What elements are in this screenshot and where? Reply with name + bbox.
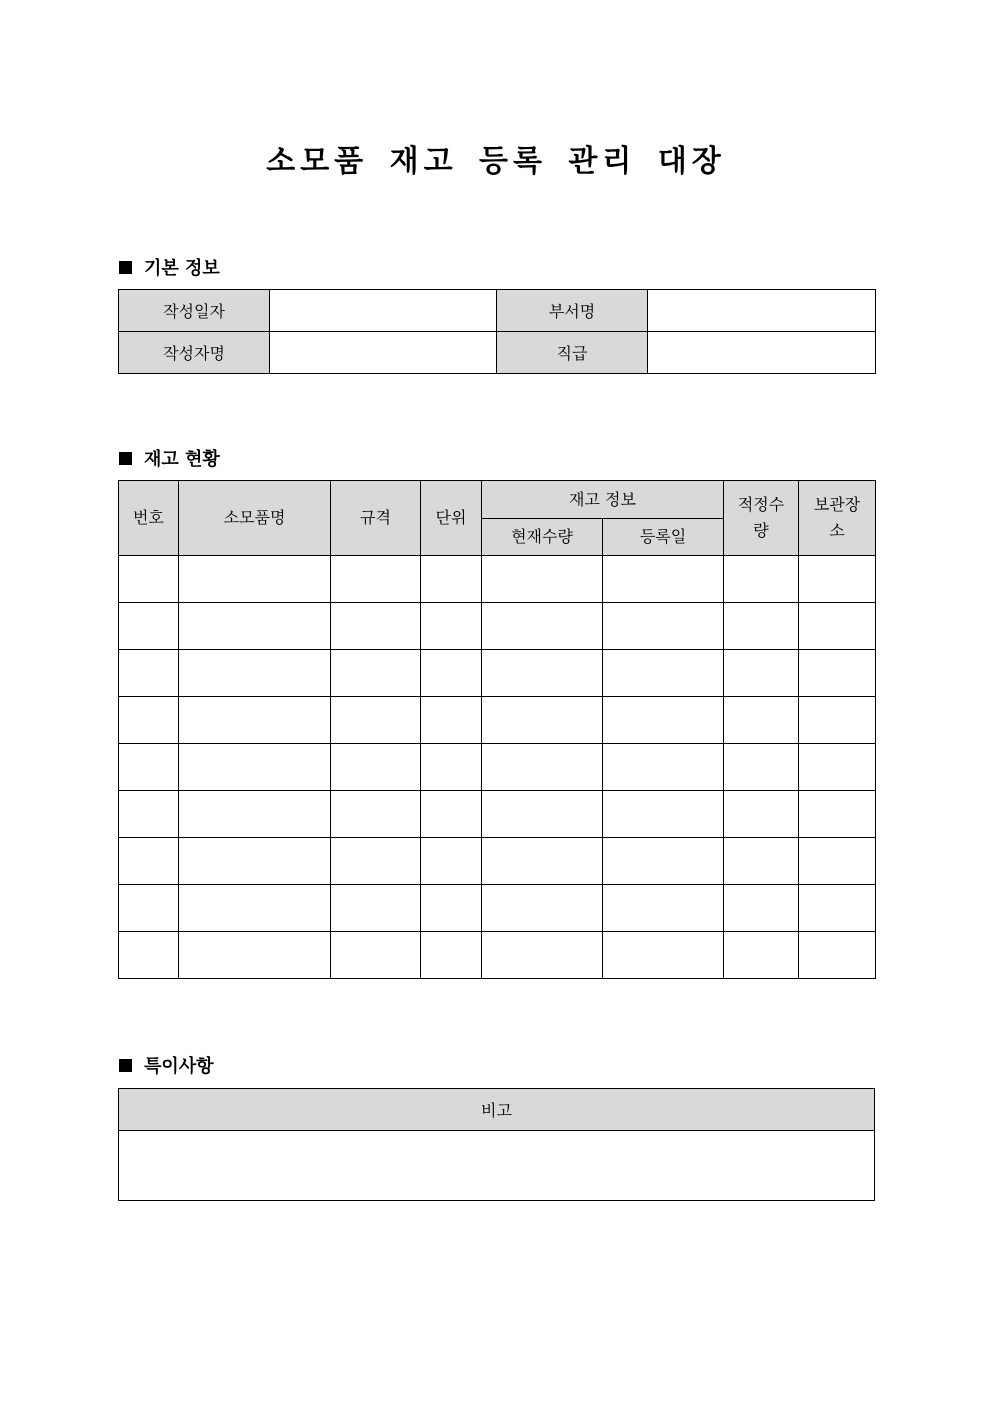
section-label: 특이사항	[144, 1056, 214, 1077]
cell-proper-qty[interactable]	[724, 697, 799, 744]
black-square-icon	[119, 261, 132, 274]
header-proper-qty: 적정수량	[724, 481, 799, 556]
cell-location[interactable]	[799, 556, 876, 603]
remarks-field[interactable]	[119, 1131, 875, 1201]
cell-reg-date[interactable]	[603, 603, 724, 650]
cell-proper-qty[interactable]	[724, 791, 799, 838]
cell-no[interactable]	[119, 885, 179, 932]
cell-unit[interactable]	[421, 838, 482, 885]
cell-location[interactable]	[799, 885, 876, 932]
cell-current-qty[interactable]	[482, 650, 603, 697]
cell-proper-qty[interactable]	[724, 838, 799, 885]
cell-unit[interactable]	[421, 556, 482, 603]
inventory-table	[118, 480, 876, 979]
label-department: 부서명	[497, 290, 648, 332]
header-reg-date: 등록일	[603, 519, 724, 556]
table-row	[119, 697, 876, 744]
cell-reg-date[interactable]	[603, 791, 724, 838]
cell-location[interactable]	[799, 838, 876, 885]
cell-unit[interactable]	[421, 650, 482, 697]
cell-current-qty[interactable]	[482, 697, 603, 744]
cell-reg-date[interactable]	[603, 838, 724, 885]
table-row	[119, 791, 876, 838]
label-created-date: 작성일자	[119, 290, 270, 332]
cell-unit[interactable]	[421, 744, 482, 791]
cell-item-name[interactable]	[179, 885, 331, 932]
table-row	[119, 1089, 875, 1131]
cell-current-qty[interactable]	[482, 603, 603, 650]
cell-location[interactable]	[799, 650, 876, 697]
cell-proper-qty[interactable]	[724, 885, 799, 932]
section-label: 재고 현황	[144, 449, 220, 470]
cell-spec[interactable]	[331, 650, 421, 697]
section-heading-notes	[119, 1052, 214, 1078]
input-position[interactable]	[648, 332, 876, 374]
cell-proper-qty[interactable]	[724, 650, 799, 697]
cell-unit[interactable]	[421, 791, 482, 838]
header-unit: 단위	[421, 481, 482, 556]
cell-reg-date[interactable]	[603, 556, 724, 603]
header-stock-info: 재고 정보	[482, 481, 724, 519]
cell-spec[interactable]	[331, 603, 421, 650]
cell-spec[interactable]	[331, 885, 421, 932]
cell-item-name[interactable]	[179, 697, 331, 744]
table-row	[119, 603, 876, 650]
input-author-name[interactable]	[270, 332, 497, 374]
cell-reg-date[interactable]	[603, 932, 724, 979]
cell-item-name[interactable]	[179, 838, 331, 885]
cell-reg-date[interactable]	[603, 650, 724, 697]
cell-unit[interactable]	[421, 603, 482, 650]
label-position: 직급	[497, 332, 648, 374]
cell-proper-qty[interactable]	[724, 932, 799, 979]
cell-location[interactable]	[799, 791, 876, 838]
table-row	[119, 1131, 875, 1201]
table-row	[119, 885, 876, 932]
cell-unit[interactable]	[421, 885, 482, 932]
document-title: 소모품 재고 등록 관리 대장	[266, 144, 726, 179]
cell-location[interactable]	[799, 603, 876, 650]
cell-item-name[interactable]	[179, 932, 331, 979]
cell-spec[interactable]	[331, 791, 421, 838]
header-spec: 규격	[331, 481, 421, 556]
black-square-icon	[119, 1059, 132, 1072]
cell-item-name[interactable]	[179, 650, 331, 697]
section-heading-basic-info	[119, 254, 220, 280]
cell-current-qty[interactable]	[482, 885, 603, 932]
cell-spec[interactable]	[331, 556, 421, 603]
cell-no[interactable]	[119, 556, 179, 603]
cell-item-name[interactable]	[179, 744, 331, 791]
cell-current-qty[interactable]	[482, 744, 603, 791]
cell-location[interactable]	[799, 697, 876, 744]
black-square-icon	[119, 452, 132, 465]
cell-location[interactable]	[799, 932, 876, 979]
cell-proper-qty[interactable]	[724, 556, 799, 603]
cell-unit[interactable]	[421, 932, 482, 979]
table-row	[119, 838, 876, 885]
cell-no[interactable]	[119, 838, 179, 885]
header-row	[119, 481, 876, 519]
table-row	[119, 650, 876, 697]
cell-spec[interactable]	[331, 932, 421, 979]
label-author-name: 작성자명	[119, 332, 270, 374]
cell-reg-date[interactable]	[603, 744, 724, 791]
cell-reg-date[interactable]	[603, 697, 724, 744]
cell-proper-qty[interactable]	[724, 744, 799, 791]
header-remarks: 비고	[119, 1089, 875, 1131]
cell-no[interactable]	[119, 650, 179, 697]
cell-proper-qty[interactable]	[724, 603, 799, 650]
header-no: 번호	[119, 481, 179, 556]
cell-current-qty[interactable]	[482, 838, 603, 885]
cell-spec[interactable]	[331, 697, 421, 744]
notes-table	[118, 1088, 875, 1201]
cell-no[interactable]	[119, 932, 179, 979]
cell-current-qty[interactable]	[482, 556, 603, 603]
table-row	[119, 744, 876, 791]
input-created-date[interactable]	[270, 290, 497, 332]
cell-item-name[interactable]	[179, 603, 331, 650]
table-row	[119, 290, 876, 332]
cell-no[interactable]	[119, 791, 179, 838]
cell-no[interactable]	[119, 697, 179, 744]
cell-current-qty[interactable]	[482, 791, 603, 838]
cell-reg-date[interactable]	[603, 885, 724, 932]
basic-info-table	[118, 289, 876, 374]
cell-spec[interactable]	[331, 744, 421, 791]
table-row	[119, 932, 876, 979]
cell-no[interactable]	[119, 603, 179, 650]
cell-current-qty[interactable]	[482, 932, 603, 979]
section-label: 기본 정보	[144, 258, 220, 279]
table-row	[119, 332, 876, 374]
cell-spec[interactable]	[331, 838, 421, 885]
cell-unit[interactable]	[421, 697, 482, 744]
section-heading-inventory	[119, 445, 220, 471]
cell-location[interactable]	[799, 744, 876, 791]
header-item-name: 소모품명	[179, 481, 331, 556]
cell-no[interactable]	[119, 744, 179, 791]
cell-item-name[interactable]	[179, 791, 331, 838]
table-row	[119, 556, 876, 603]
input-department[interactable]	[648, 290, 876, 332]
cell-item-name[interactable]	[179, 556, 331, 603]
header-location: 보관장소	[799, 481, 876, 556]
header-current-qty: 현재수량	[482, 519, 603, 556]
